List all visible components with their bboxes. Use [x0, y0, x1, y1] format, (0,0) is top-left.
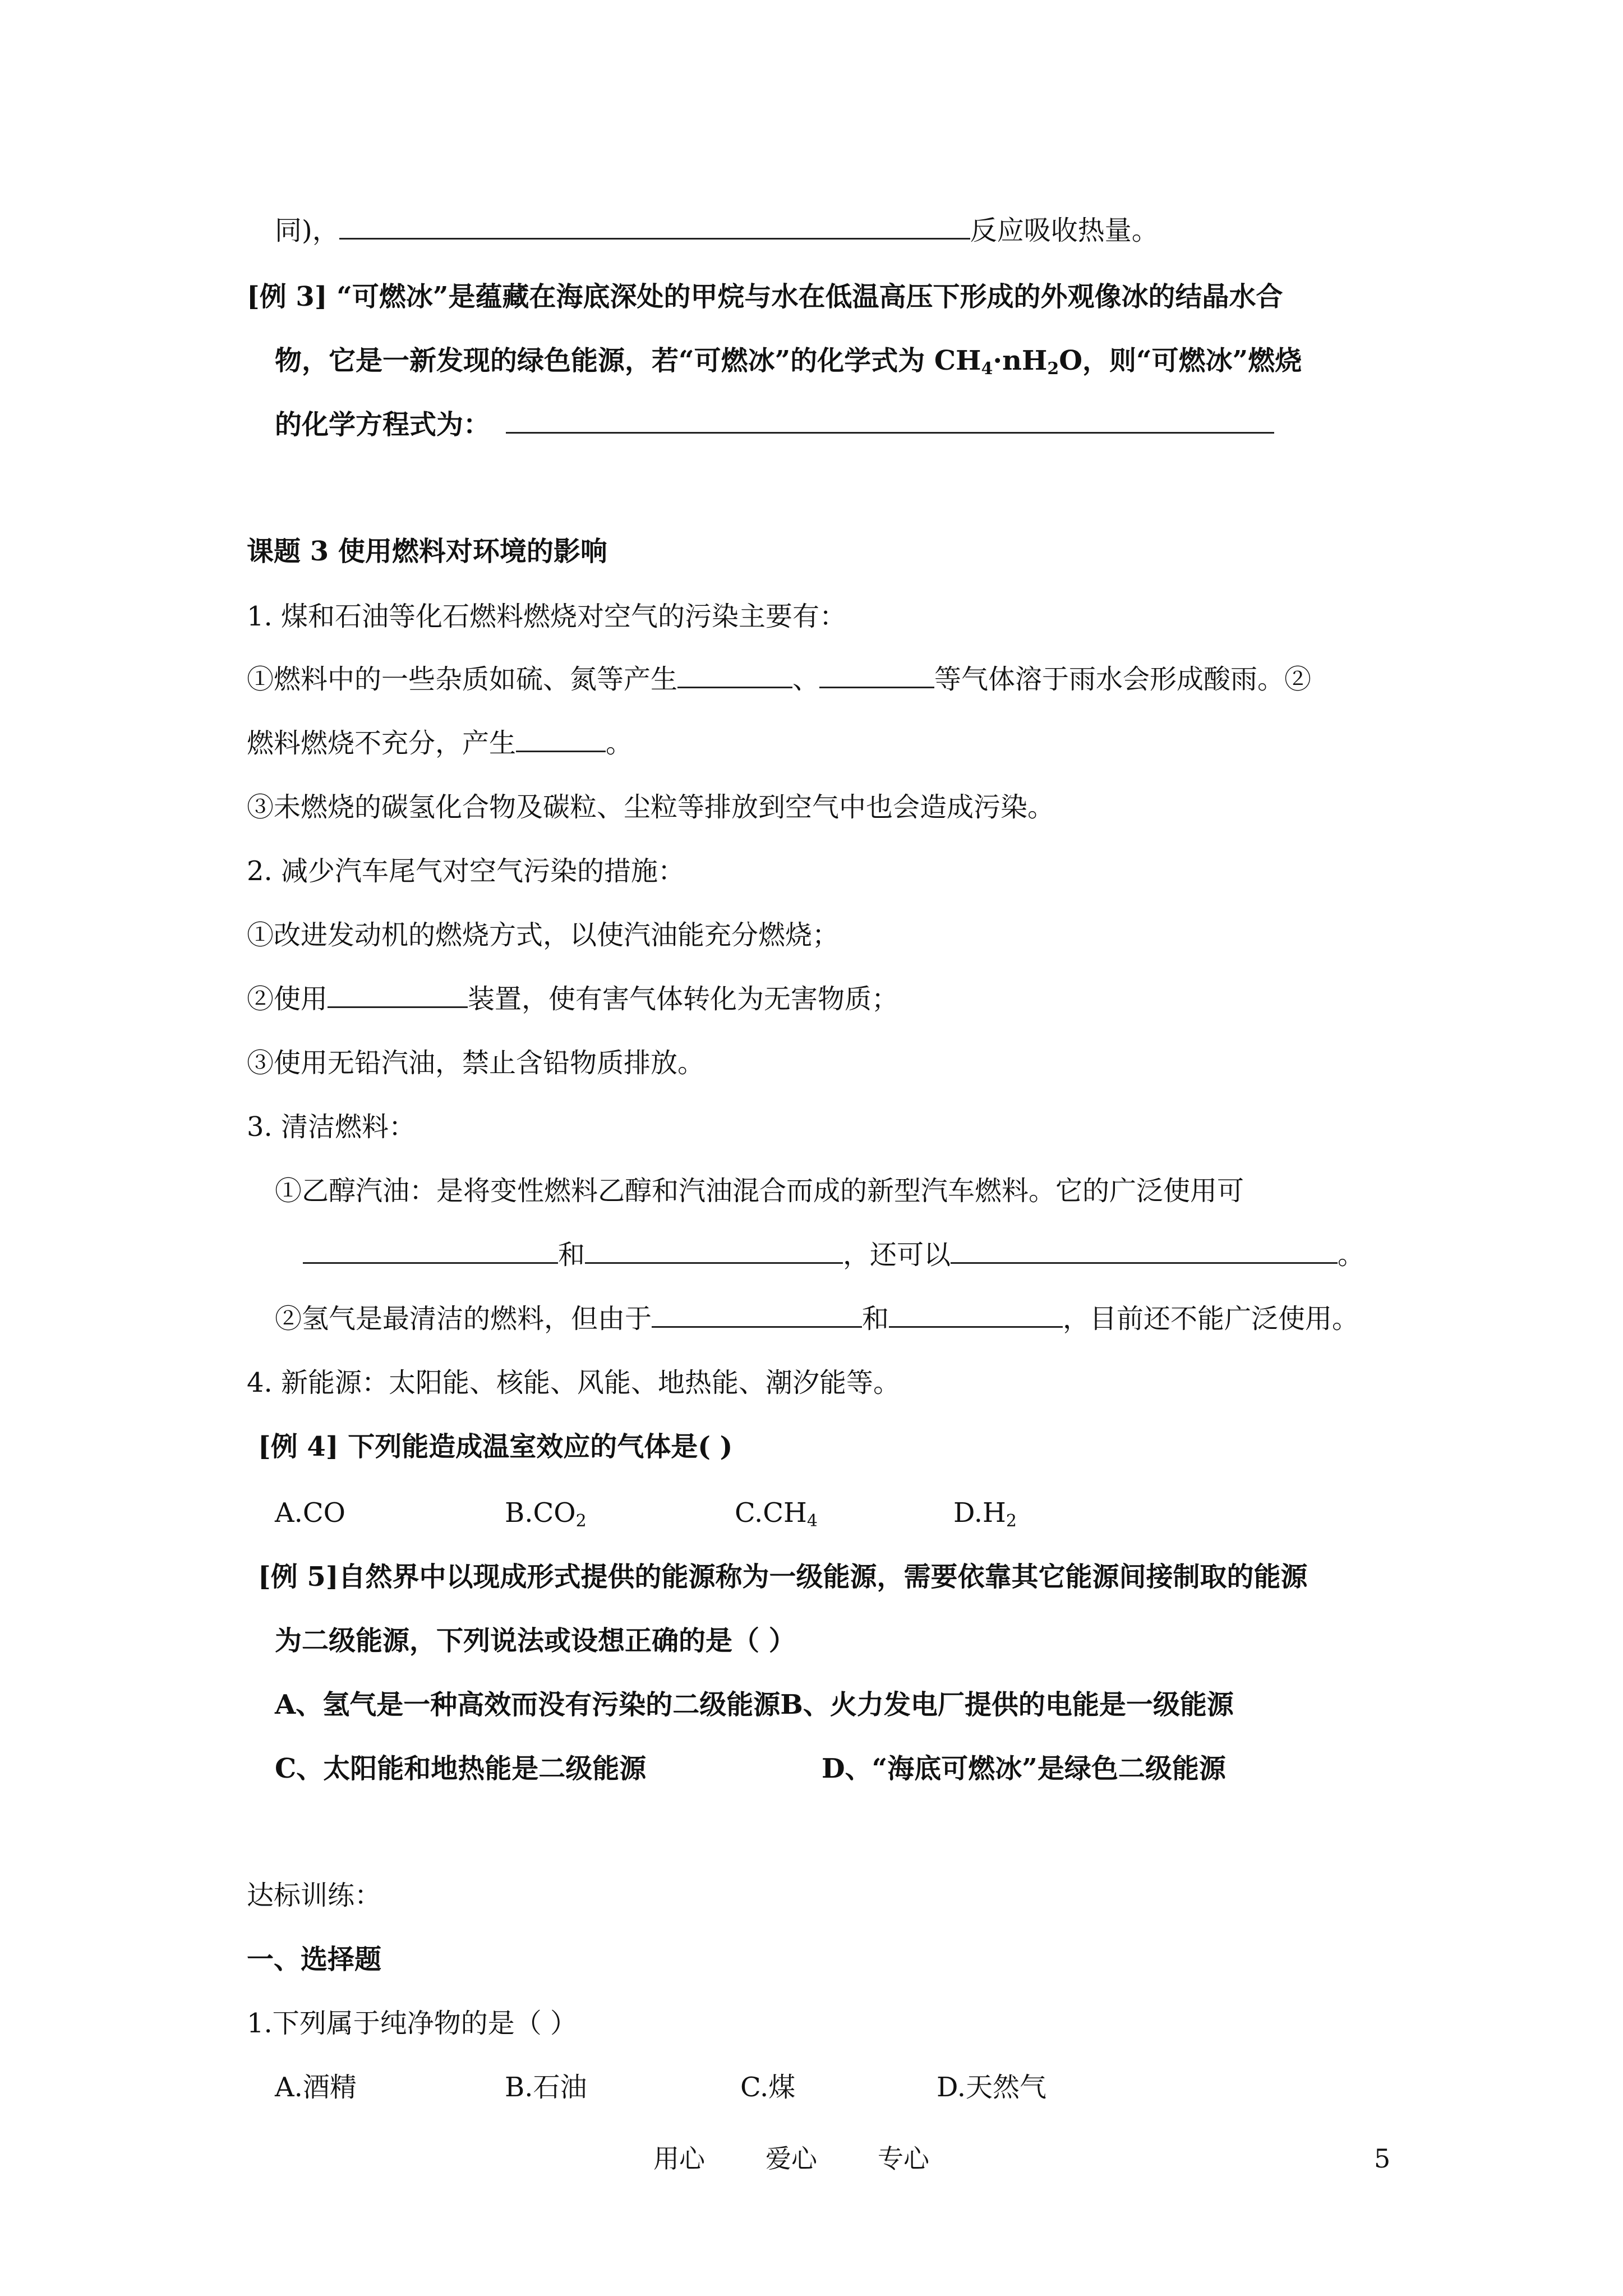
- item-1-a: [247, 662, 1311, 697]
- subscript: 2: [1047, 359, 1059, 379]
- item-3: 3. 清洁燃料：: [247, 1111, 416, 1143]
- subscript: 2: [575, 1511, 587, 1531]
- option-c[interactable]: C、太阳能和地热能是二级能源: [275, 1753, 647, 1784]
- example-5-line-2: 为二级能源，下列说法或设想正确的是（ ）: [275, 1625, 796, 1657]
- example-5-line-1: [例 5]自然界中以现成形式提供的能源称为一级能源，需要依靠其它能源间接制取的能源: [258, 1561, 1308, 1593]
- option-a[interactable]: A.CO: [275, 1497, 345, 1529]
- practice-heading: 达标训练：: [247, 1880, 382, 1911]
- item-2-b: [247, 982, 898, 1016]
- page-number: 5: [1374, 2143, 1391, 2174]
- topic-3-heading: 课题 3 使用燃料对环境的影响: [247, 536, 607, 567]
- text-fragment: 和: [862, 1303, 889, 1335]
- continuation-line: [275, 213, 1159, 248]
- text-fragment: 、: [792, 664, 820, 695]
- answer-blank[interactable]: [516, 726, 606, 752]
- text-fragment: ②使用: [247, 983, 328, 1015]
- answer-blank[interactable]: [303, 1237, 558, 1264]
- option-d[interactable]: D.天然气: [937, 2072, 1047, 2103]
- option-a[interactable]: A、氢气是一种高效而没有污染的二级能源: [275, 1689, 781, 1720]
- text-fragment: 装置，使有害气体转化为无害物质；: [468, 983, 899, 1015]
- text-fragment: ·nH: [993, 345, 1048, 376]
- answer-blank[interactable]: [339, 213, 970, 240]
- example-3-line-2: [275, 343, 1302, 378]
- subscript: 4: [806, 1511, 818, 1531]
- text-fragment: 燃料燃烧不充分，产生: [247, 728, 517, 759]
- item-3-b: [275, 1301, 1359, 1336]
- example-3-line-3: [275, 407, 1274, 442]
- text-fragment: O，则“可燃冰”燃烧: [1059, 345, 1302, 376]
- footer-motto-2: 爱心: [766, 2143, 817, 2174]
- option-a[interactable]: A.酒精: [275, 2072, 357, 2103]
- option-b[interactable]: B、火力发电厂提供的电能是一级能源: [780, 1689, 1234, 1720]
- answer-blank[interactable]: [506, 407, 1274, 434]
- answer-blank[interactable]: [819, 662, 934, 688]
- text-fragment: 等气体溶于雨水会形成酸雨。②: [934, 664, 1312, 695]
- answer-blank[interactable]: [652, 1301, 862, 1328]
- answer-blank[interactable]: [328, 982, 468, 1008]
- text-fragment: D.H: [953, 1497, 1006, 1529]
- option-d[interactable]: [953, 1496, 1017, 1530]
- option-d[interactable]: D、“海底可燃冰”是绿色二级能源: [822, 1753, 1226, 1784]
- option-c[interactable]: C.煤: [740, 2072, 796, 2103]
- option-b[interactable]: [505, 1496, 587, 1530]
- item-1: 1. 煤和石油等化石燃料燃烧对空气的污染主要有：: [247, 601, 847, 632]
- item-4: 4. 新能源：太阳能、核能、风能、地热能、潮汐能等。: [247, 1367, 901, 1398]
- text-fragment: ，还可以: [843, 1239, 951, 1271]
- example-5-options-row-1: [275, 1687, 1234, 1722]
- item-2: 2. 减少汽车尾气对空气污染的措施：: [247, 855, 685, 887]
- text-fragment: 的化学方程式为：: [275, 409, 491, 440]
- answer-blank[interactable]: [889, 1301, 1063, 1328]
- text-fragment: 和: [558, 1239, 585, 1271]
- item-2-c: ③使用无铅汽油，禁止含铅物质排放。: [247, 1047, 705, 1079]
- question-1: 1.下列属于纯净物的是（ ）: [247, 2008, 578, 2039]
- section-heading: 一、选择题: [247, 1944, 382, 1975]
- example-3-line-1: [例 3] “可燃冰”是蕴藏在海底深处的甲烷与水在低温高压下形成的外观像冰的结晶水合: [247, 281, 1283, 312]
- text-fragment: C.CH: [735, 1497, 807, 1529]
- item-1-c: ③未燃烧的碳氢化合物及碳粒、尘粒等排放到空气中也会造成污染。: [247, 792, 1055, 823]
- subscript: 2: [1006, 1511, 1017, 1531]
- example-4-question: [例 4] 下列能造成温室效应的气体是( ): [258, 1431, 733, 1462]
- text-fragment: ①燃料中的一些杂质如硫、氮等产生: [247, 664, 678, 695]
- item-3-a: ①乙醇汽油：是将变性燃料乙醇和汽油混合而成的新型汽车燃料。它的广泛使用可: [275, 1175, 1244, 1207]
- answer-blank[interactable]: [585, 1237, 843, 1264]
- answer-blank[interactable]: [677, 662, 792, 688]
- footer-motto-3: 专心: [878, 2143, 929, 2174]
- text-fragment: 。: [1338, 1239, 1365, 1271]
- text-fragment: 同)，: [275, 215, 339, 246]
- text-fragment: ，目前还不能广泛使用。: [1063, 1303, 1359, 1335]
- answer-blank[interactable]: [951, 1237, 1338, 1264]
- text-fragment: 。: [606, 728, 633, 759]
- option-c[interactable]: [735, 1496, 818, 1530]
- text-fragment: 反应吸收热量。: [970, 215, 1159, 246]
- footer-motto-1: 用心: [653, 2143, 705, 2174]
- text-fragment: 物，它是一新发现的绿色能源，若“可燃冰”的化学式为 CH: [275, 345, 981, 376]
- text-fragment: ②氢气是最清洁的燃料，但由于: [275, 1303, 652, 1335]
- item-1-b: [247, 726, 633, 761]
- subscript: 4: [981, 359, 993, 379]
- option-b[interactable]: B.石油: [505, 2072, 587, 2103]
- item-3-a-continued: [303, 1237, 1364, 1272]
- text-fragment: B.CO: [505, 1497, 576, 1529]
- item-2-a: ①改进发动机的燃烧方式，以使汽油能充分燃烧；: [247, 919, 840, 951]
